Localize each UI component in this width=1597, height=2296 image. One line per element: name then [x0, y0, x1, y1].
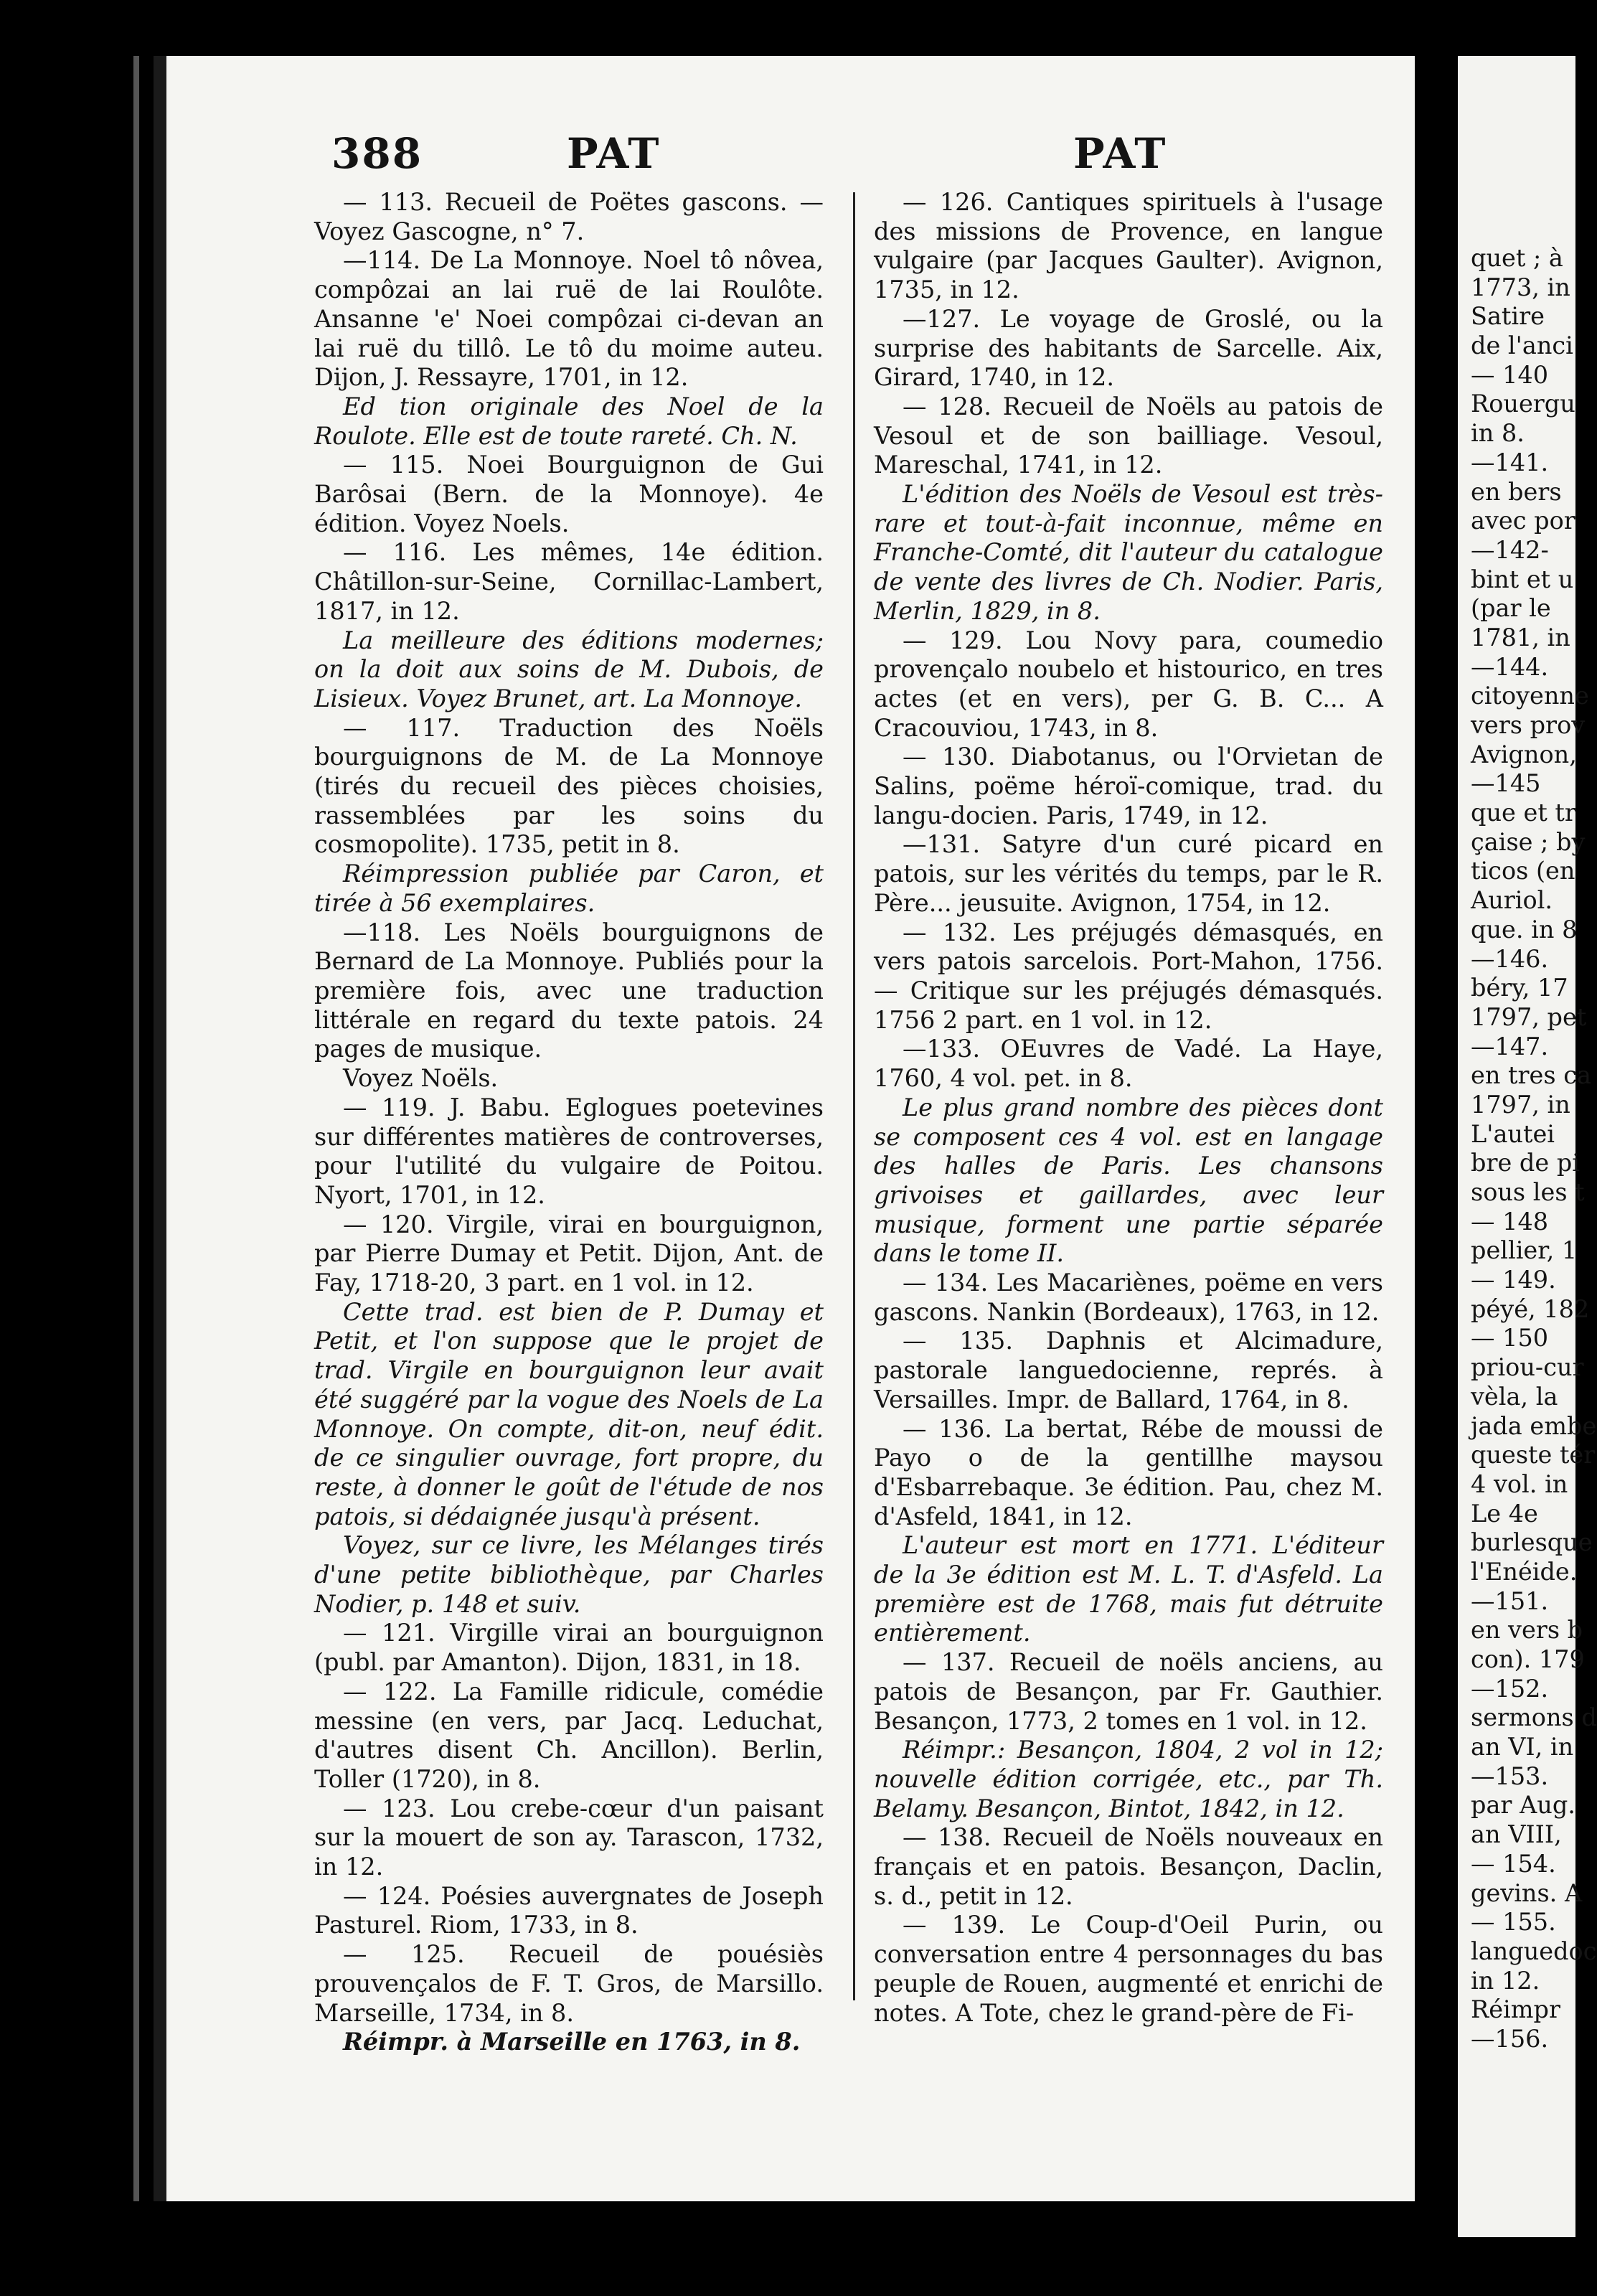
column-divider [853, 192, 855, 2000]
adjacent-page-line: — 154. [1471, 1849, 1556, 1878]
adjacent-page-line: en vers b [1471, 1616, 1583, 1645]
adjacent-page-line: —151. [1471, 1586, 1549, 1615]
adjacent-page-line: in 12. [1471, 1966, 1540, 1995]
adjacent-page-line: —145 [1471, 769, 1541, 798]
adjacent-page-line: par Aug. [1471, 1791, 1575, 1820]
adjacent-page-line: an VIII, [1471, 1820, 1562, 1849]
adjacent-page-line: vers prov [1471, 711, 1586, 739]
adjacent-page-line: ticos (en [1471, 857, 1575, 885]
adjacent-page-line: 1797, in [1471, 1090, 1570, 1119]
catalog-entry: — 123. Lou crebe-cœur d'un paisant sur la mouert de son ay. Tarascon, 1732, in 12. [314, 1794, 824, 1881]
adjacent-page-line: —152. [1471, 1674, 1549, 1703]
catalog-entry: — 119. J. Babu. Eglogues poetevines sur différentes matières de controverses, pour l'utilité du vulgaire de Poitou. Nyort, 1701, in 12. [314, 1093, 824, 1209]
page-number: 388 [331, 129, 423, 178]
binding-gutter [154, 56, 166, 2201]
catalog-entry: — 115. Noei Bourguignon de Gui Barôsai (Bern. de la Monnoye). 4e édition. Voyez Noels. [314, 451, 824, 537]
left-text-column [314, 188, 824, 2057]
adjacent-page-line: —146. [1471, 944, 1549, 973]
adjacent-page-line: quet ; à [1471, 244, 1563, 272]
catalog-entry: — 136. La bertat, Rébe de moussi de Payo o de la gentillhe maysou d'Esbarrebaque. 3e édition. Pau, chez M. d'Asfeld, 1841, in 12. [874, 1414, 1383, 1530]
adjacent-page-line: gevins. A [1471, 1878, 1583, 1907]
catalog-entry: — 116. Les mêmes, 14e édition. Châtillon-sur-Seine, Cornillac-Lambert, 1817, in 12. [314, 538, 824, 625]
adjacent-page-line: sous les t [1471, 1178, 1585, 1206]
adjacent-page-line: sermons d [1471, 1703, 1597, 1732]
catalog-entry: — 121. Virgille virai an bourguignon (publ. par Amanton). Dijon, 1831, in 18. [314, 1619, 824, 1677]
adjacent-page-line: —147. [1471, 1032, 1549, 1060]
adjacent-page-line: —153. [1471, 1761, 1549, 1790]
catalog-entry: —118. Les Noëls bourguignons de Bernard de La Monnoye. Publiés pour la première fois, avec une traduction littérale en regard du texte patois. 24 pages de musique. [314, 918, 824, 1063]
catalog-entry: — 129. Lou Novy para, coumedio provençalo noubelo et histourico, en tres actes (et en vers), per G. B. C... A Cracouviou, 1743, in 8. [874, 626, 1383, 742]
catalog-entry: — 122. La Famille ridicule, comédie messine (en vers, par Jacq. Leduchat, d'autres disent Ch. Ancillon). Berlin, Toller (1720), in 8. [314, 1677, 824, 1793]
adjacent-page-line: pellier, 1 [1471, 1236, 1578, 1265]
catalog-entry: —127. Le voyage de Groslé, ou la surprise des habitants de Sarcelle. Aix, Girard, 1740, in 12. [874, 304, 1383, 392]
adjacent-page-line: béry, 17 [1471, 974, 1568, 1002]
adjacent-page-line: priou-cur [1471, 1353, 1584, 1382]
adjacent-page-line: Satire [1471, 302, 1545, 331]
adjacent-page-line: (par le [1471, 594, 1551, 623]
scan-border [166, 2201, 1458, 2296]
adjacent-page-line: — 149. [1471, 1266, 1556, 1294]
adjacent-page-line: bre de pi [1471, 1149, 1580, 1177]
catalog-entry: — 139. Le Coup-d'Oeil Purin, ou conversation entre 4 personnages du bas peuple de Rouen, augmenté et enrichi de notes. A Tote, chez le grand-père de Fi- [874, 1911, 1383, 2027]
adjacent-page-line: Auriol. [1471, 886, 1553, 915]
adjacent-page-line: que et tr [1471, 799, 1576, 827]
adjacent-page-line: —142- [1471, 535, 1549, 564]
adjacent-page-line: burlesque [1471, 1528, 1593, 1557]
adjacent-page-line: l'Enéide. [1471, 1557, 1578, 1586]
adjacent-page-line: que. in 8 [1471, 915, 1578, 944]
adjacent-page-line: 1797, pet [1471, 1002, 1587, 1031]
running-head-left: PAT [567, 129, 661, 178]
catalog-entry: — 134. Les Macariènes, poëme en vers gascons. Nankin (Bordeaux), 1763, in 12. [874, 1269, 1383, 1326]
annotation-paragraph: L'édition des Noëls de Vesoul est très-rare et tout-à-fait inconnue, même en Franche-Comté, dit l'auteur du catalogue de vente des livres de Ch. Nodier. Paris, Merlin, 1829, in 8. [874, 480, 1383, 625]
adjacent-page-line: 4 vol. in [1471, 1469, 1568, 1498]
adjacent-page-line: vèla, la [1471, 1382, 1558, 1411]
adjacent-page-line: 1773, in [1471, 273, 1570, 301]
adjacent-page-line: queste tér [1471, 1441, 1596, 1469]
catalog-entry: —114. De La Monnoye. Noel tô nôvea, compôzai an lai ruë de lai Roulôte. Ansanne 'e' Noei compôzai ci-devan an lai ruë du tillô. Le tô du moime auteu. Dijon, J. Ressayre, 1701, in 12. [314, 246, 824, 392]
adjacent-page-line: jada embe [1471, 1411, 1597, 1440]
adjacent-page-line: in 8. [1471, 419, 1525, 448]
catalog-entry: — 126. Cantiques spirituels à l'usage des missions de Provence, en langue vulgaire (par Jacques Gaulter). Avignon, 1735, in 12. [874, 188, 1383, 304]
adjacent-page-line: de l'anci [1471, 331, 1573, 360]
adjacent-page-fragment [1458, 56, 1597, 2237]
annotation-paragraph: Cette trad. est bien de P. Dumay et Petit, et l'on suppose que le projet de trad. Virgile en bourguignon leur avait été suggéré par la vogue des Noels de La Monnoye. On compte, dit-on, neuf édit. de ce singulier ouvrage, fort propre, du reste, à donner le goût de l'étude de nos patois, si dédaignée jusqu'à présent. [314, 1297, 824, 1530]
adjacent-page-line: Réimpr [1471, 1995, 1560, 2024]
annotation-paragraph: Voyez, sur ce livre, les Mélanges tirés d'une petite bibliothèque, par Charles Nodier, p. 148 et suiv. [314, 1531, 824, 1618]
adjacent-page-line: en bers [1471, 477, 1562, 506]
catalog-entry: — 113. Recueil de Poëtes gascons. — Voyez Gascogne, n° 7. [314, 188, 824, 245]
running-head-right: PAT [1073, 129, 1167, 178]
binding-shadow [133, 56, 139, 2201]
adjacent-page-line: —156. [1471, 2024, 1549, 2053]
annotation-paragraph: Réimpr.: Besançon, 1804, 2 vol in 12; nouvelle édition corrigée, etc., par Th. Belamy. Besançon, Bintot, 1842, in 12. [874, 1736, 1383, 1822]
catalog-entry: — 132. Les préjugés démasqués, en vers patois sarcelois. Port-Mahon, 1756. — Critique sur les préjugés démasqués. 1756 2 part. en 1 vol. in 12. [874, 918, 1383, 1034]
catalog-entry: — 124. Poésies auvergnates de Joseph Pasturel. Riom, 1733, in 8. [314, 1881, 824, 1939]
adjacent-page-line: Le 4e [1471, 1499, 1538, 1528]
annotation-paragraph: Ed tion originale des Noel de la Roulote. Elle est de toute rareté. Ch. N. [314, 392, 824, 450]
annotation-paragraph: Réimpression publiée par Caron, et tirée à 56 exemplaires. [314, 860, 824, 917]
right-text-column [874, 188, 1383, 2028]
catalog-entry: — 130. Diabotanus, ou l'Orvietan de Salins, poëme héroï-comique, trad. du langu-docien. Paris, 1749, in 12. [874, 743, 1383, 829]
adjacent-page-line: bint et u [1471, 565, 1574, 593]
adjacent-page-line: avec por [1471, 507, 1575, 535]
adjacent-page-line: L'autei [1471, 1119, 1555, 1148]
catalog-entry: Voyez Noëls. [343, 1064, 499, 1093]
adjacent-page-line: — 155. [1471, 1908, 1556, 1937]
adjacent-page-line: con). 179 [1471, 1645, 1585, 1673]
annotation-paragraph: L'auteur est mort en 1771. L'éditeur de la 3e édition est M. L. T. d'Asfeld. La première est de 1768, mais fut détruite entièrement. [874, 1531, 1383, 1647]
adjacent-page-line: — 148 [1471, 1207, 1549, 1236]
catalog-entry: —131. Satyre d'un curé picard en patois, sur les vérités du temps, par le R. Père... jeusuite. Avignon, 1754, in 12. [874, 830, 1383, 917]
adjacent-page-line: an VI, in [1471, 1733, 1574, 1761]
catalog-entry: — 138. Recueil de Noëls nouveaux en français et en patois. Besançon, Daclin, s. d., petit in 12. [874, 1823, 1383, 1910]
catalog-entry: — 117. Traduction des Noëls bourguignons de M. de La Monnoye (tirés du recueil des pièces choisies, rassemblées par les soins du cosmopolite). 1735, petit in 8. [314, 713, 824, 859]
catalog-entry: — 125. Recueil de pouésiès prouvençalos de F. T. Gros, de Marsillo. Marseille, 1734, in 8. [314, 1940, 824, 2027]
adjacent-page-line: —141. [1471, 448, 1549, 476]
catalog-entry: — 135. Daphnis et Alcimadure, pastorale languedocienne, représ. à Versailles. Impr. de Ballard, 1764, in 8. [874, 1327, 1383, 1413]
annotation-paragraph: Le plus grand nombre des pièces dont se composent ces 4 vol. est en langage des halles de Paris. Les chansons grivoises et gaillardes, avec leur musique, forment une partie séparée dans le tome II. [874, 1093, 1383, 1268]
catalog-entry: — 128. Recueil de Noëls au patois de Vesoul et de son bailliage. Vesoul, Mareschal, 1741, in 12. [874, 392, 1383, 479]
adjacent-page-line: — 150 [1471, 1324, 1549, 1352]
adjacent-page-line: çaise ; by [1471, 827, 1586, 856]
adjacent-page-line: — 140 [1471, 360, 1549, 389]
adjacent-page-line: en tres ca [1471, 1061, 1591, 1090]
catalog-entry: — 120. Virgile, virai en bourguignon, par Pierre Dumay et Petit. Dijon, Ant. de Fay, 1718-20, 3 part. en 1 vol. in 12. [314, 1210, 824, 1297]
annotation-paragraph: La meilleure des éditions modernes; on la doit aux soins de M. Dubois, de Lisieux. Voyez Brunet, art. La Monnoye. [314, 626, 824, 712]
adjacent-page-line: 1781, in [1471, 623, 1570, 651]
catalog-entry: —133. OEuvres de Vadé. La Haye, 1760, 4 vol. pet. in 8. [874, 1035, 1383, 1093]
catalog-entry: Réimpr. à Marseille en 1763, in 8. [343, 2028, 801, 2056]
adjacent-page-line: Rouergu [1471, 390, 1575, 418]
adjacent-page-column [1471, 244, 1597, 2054]
adjacent-page-line: Avignon, [1471, 740, 1577, 768]
catalog-entry: — 137. Recueil de noëls anciens, au patois de Besançon, par Fr. Gauthier. Besançon, 1773, 2 tomes en 1 vol. in 12. [874, 1648, 1383, 1735]
adjacent-page-line: —144. [1471, 652, 1549, 681]
adjacent-page-line: languedoc [1471, 1937, 1597, 1965]
adjacent-page-line: citoyenne [1471, 682, 1589, 710]
adjacent-page-line: péyé, 182 [1471, 1294, 1590, 1323]
